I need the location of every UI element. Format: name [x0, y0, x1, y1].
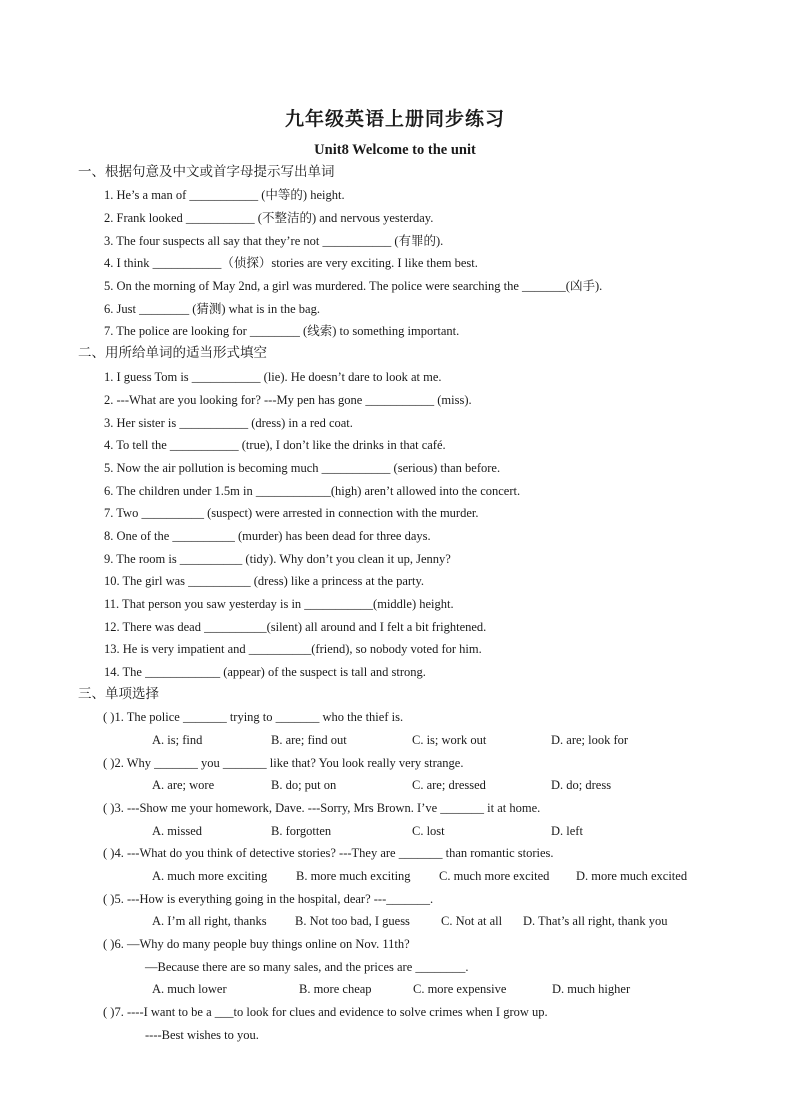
mc-question-1-option-c: C. is; work out	[412, 733, 487, 747]
vocab-question-5: 5. On the morning of May 2nd, a girl was murdered. The police were searching the _______(凶手).	[104, 279, 603, 293]
mc-question-6-option-d: D. much higher	[552, 982, 631, 996]
mc-question-5-option-d: D. That’s all right, thank you	[523, 914, 668, 928]
form-question-7: 7. Two __________ (suspect) were arrested in connection with the murder.	[104, 506, 479, 520]
section-heading-vocabulary: 一、根据句意及中文或首字母提示写出单词	[78, 164, 335, 180]
form-question-3: 3. Her sister is ___________ (dress) in a red coat.	[104, 416, 353, 430]
form-question-2: 2. ---What are you looking for? ---My pen has gone ___________ (miss).	[104, 393, 472, 407]
form-question-9: 9. The room is __________ (tidy). Why don’t you clean it up, Jenny?	[104, 552, 451, 566]
section-heading-multiple-choice: 三、单项选择	[78, 686, 159, 702]
form-question-12: 12. There was dead __________(silent) all around and I felt a bit frightened.	[104, 620, 487, 634]
mc-question-1-option-d: D. are; look for	[551, 733, 629, 747]
mc-question-6-stem: ( )6. —Why do many people buy things online on Nov. 11th?	[103, 937, 410, 951]
mc-question-5-option-a: A. I’m all right, thanks	[152, 914, 267, 928]
mc-question-3-option-d: D. left	[551, 824, 583, 838]
mc-question-2-option-b: B. do; put on	[271, 778, 337, 792]
mc-question-4-option-d: D. more much excited	[576, 869, 688, 883]
vocab-question-7: 7. The police are looking for ________ (线索) to something important.	[104, 324, 460, 338]
mc-question-6-option-b: B. more cheap	[299, 982, 372, 996]
mc-question-3-option-c: C. lost	[412, 824, 445, 838]
mc-question-1-option-b: B. are; find out	[271, 733, 347, 747]
mc-question-2-stem: ( )2. Why _______ you _______ like that? You look really very strange.	[103, 756, 464, 770]
section-heading-word-forms: 二、用所给单词的适当形式填空	[78, 345, 267, 361]
page-title: 九年级英语上册同步练习	[284, 108, 505, 130]
mc-question-5-stem: ( )5. ---How is everything going in the hospital, dear? ---_______.	[103, 892, 434, 906]
form-question-6: 6. The children under 1.5m in ____________(high) aren’t allowed into the concert.	[104, 484, 521, 498]
mc-question-3-option-b: B. forgotten	[271, 824, 332, 838]
form-question-13: 13. He is very impatient and __________(friend), so nobody voted for him.	[104, 642, 482, 656]
form-question-10: 10. The girl was __________ (dress) like a princess at the party.	[104, 574, 425, 588]
mc-question-3-option-a: A. missed	[152, 824, 202, 838]
mc-question-4-option-a: A. much more exciting	[152, 869, 268, 883]
mc-question-6-reply: —Because there are so many sales, and the prices are ________.	[145, 960, 469, 974]
mc-question-7-stem: ( )7. ----I want to be a ___to look for clues and evidence to solve crimes when I grow up.	[103, 1005, 548, 1019]
mc-question-5-option-c: C. Not at all	[441, 914, 503, 928]
form-question-14: 14. The ____________ (appear) of the suspect is tall and strong.	[104, 665, 426, 679]
form-question-1: 1. I guess Tom is ___________ (lie). He doesn’t dare to look at me.	[104, 370, 442, 384]
form-question-5: 5. Now the air pollution is becoming much ___________ (serious) than before.	[104, 461, 501, 475]
unit-subtitle: Unit8 Welcome to the unit	[314, 142, 476, 158]
mc-question-6-option-a: A. much lower	[152, 982, 227, 996]
mc-question-4-stem: ( )4. ---What do you think of detective stories? ---They are _______ than romantic stories.	[103, 846, 554, 860]
mc-question-2-option-c: C. are; dressed	[412, 778, 486, 792]
mc-question-6-option-c: C. more expensive	[413, 982, 507, 996]
vocab-question-3: 3. The four suspects all say that they’re not ___________ (有罪的).	[104, 234, 444, 248]
mc-question-4-option-b: B. more much exciting	[296, 869, 411, 883]
vocab-question-1: 1. He’s a man of ___________ (中等的) height.	[104, 188, 345, 202]
mc-question-3-stem: ( )3. ---Show me your homework, Dave. ---Sorry, Mrs Brown. I’ve _______ it at home.	[103, 801, 541, 815]
mc-question-4-option-c: C. much more excited	[439, 869, 550, 883]
vocab-question-4: 4. I think ___________（侦探）stories are very exciting. I like them best.	[104, 256, 478, 270]
mc-question-5-option-b: B. Not too bad, I guess	[295, 914, 410, 928]
mc-question-2-option-a: A. are; wore	[152, 778, 215, 792]
mc-question-2-option-d: D. do; dress	[551, 778, 612, 792]
mc-question-7-reply: ----Best wishes to you.	[145, 1028, 259, 1042]
form-question-11: 11. That person you saw yesterday is in ___________(middle) height.	[104, 597, 454, 611]
mc-question-1-option-a: A. is; find	[152, 733, 203, 747]
form-question-8: 8. One of the __________ (murder) has been dead for three days.	[104, 529, 431, 543]
vocab-question-6: 6. Just ________ (猜测) what is in the bag.	[104, 302, 320, 316]
form-question-4: 4. To tell the ___________ (true), I don’t like the drinks in that café.	[104, 438, 446, 452]
vocab-question-2: 2. Frank looked ___________ (不整洁的) and nervous yesterday.	[104, 211, 434, 225]
mc-question-1-stem: ( )1. The police _______ trying to _______ who the thief is.	[103, 710, 404, 724]
